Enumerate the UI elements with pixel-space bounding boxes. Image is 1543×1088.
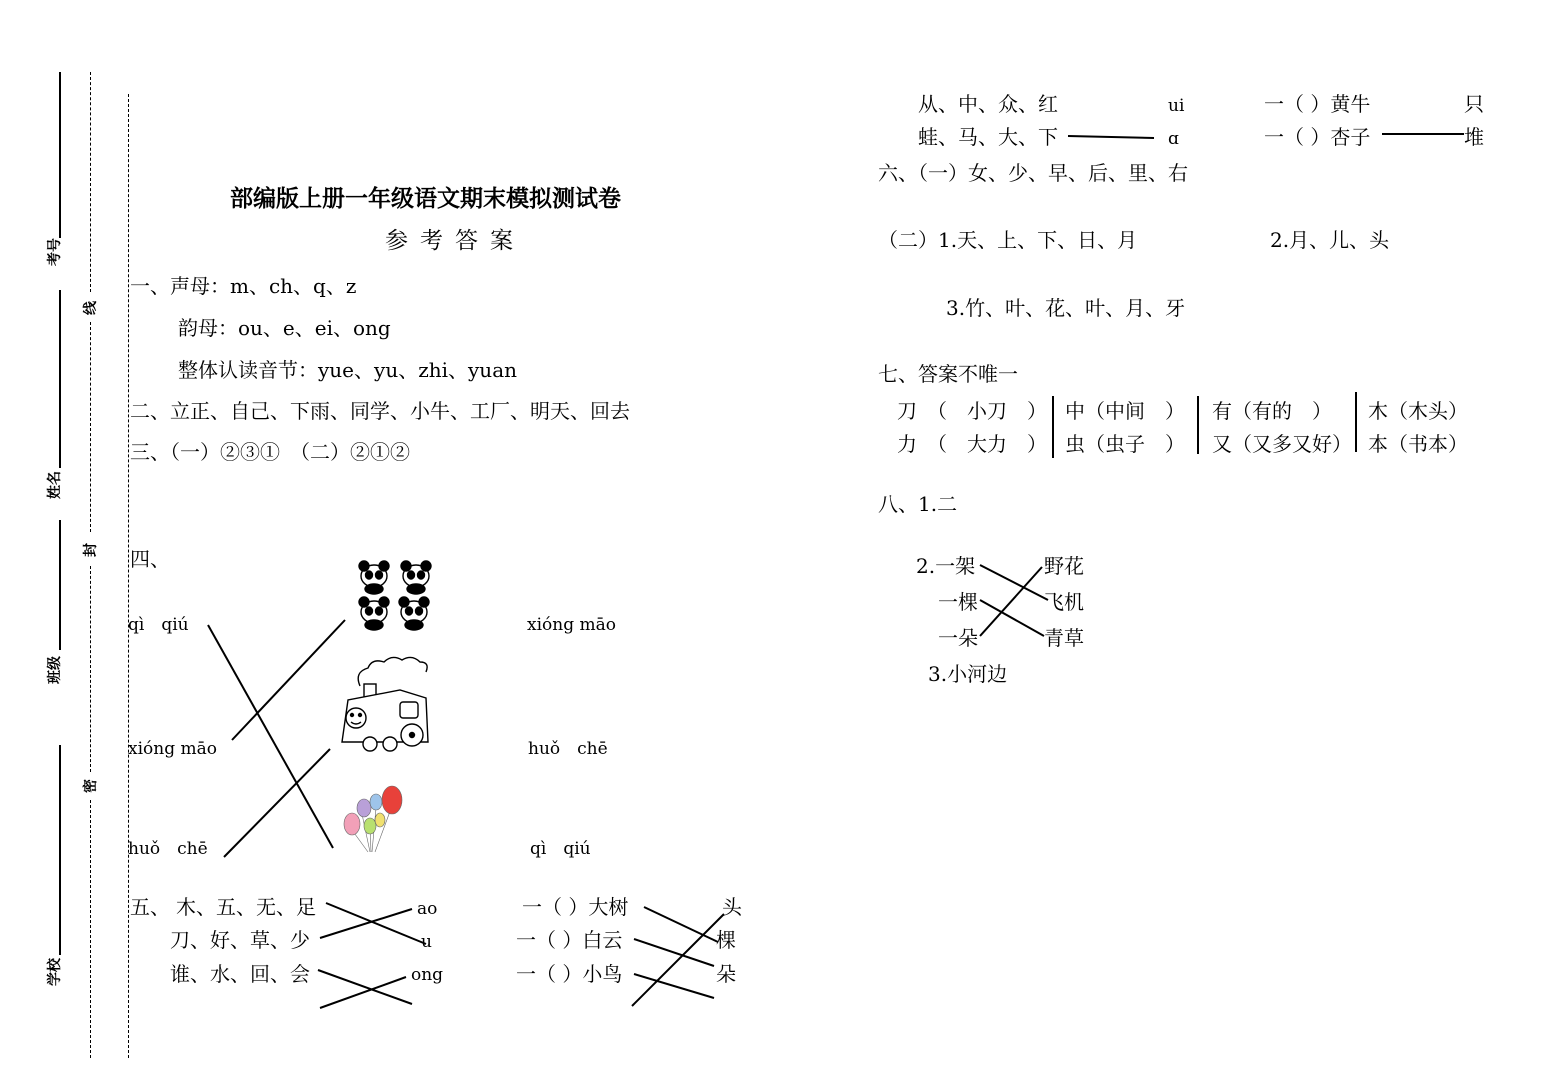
train-wheel-1: [363, 737, 377, 751]
line-mark: 线: [83, 301, 99, 315]
secret-mark: 密: [83, 779, 99, 793]
panda-1: [359, 561, 389, 594]
s5-line-4: [320, 977, 406, 1008]
s8-line-3: [980, 567, 1042, 636]
s5-unit-5: 堆: [1464, 125, 1484, 149]
s2-answer: 二、立正、自己、下雨、同学、小牛、工厂、明天、回去: [130, 399, 630, 423]
s6-part2a: （二）1.天、上、下、日、月: [878, 228, 1138, 252]
s5-line-9: [1068, 136, 1154, 138]
s4-left-1: qì qiú: [128, 615, 189, 635]
school-label: 学校: [47, 958, 63, 986]
panda-3: [359, 597, 389, 630]
s5-label: 五、: [130, 895, 170, 919]
train-face: [346, 708, 366, 728]
s4-line-xiongmao: [232, 620, 345, 740]
s5-measure-1: 一（ ）大树: [522, 895, 629, 919]
s7-row1-c1: 刀 （ 小刀 ）: [897, 399, 1047, 423]
s6-part2b: 2.月、儿、头: [1270, 228, 1390, 252]
s5-unit-3: 朵: [716, 962, 736, 986]
s5-line-5: [644, 907, 718, 942]
s7-row2-c1: 力 （ 大力 ）: [897, 432, 1047, 456]
s4-right-2: huǒ chē: [528, 739, 608, 759]
train-smoke: [358, 657, 427, 686]
page-subtitle: 参考答案: [385, 228, 525, 254]
s8-item3: 3.小河边: [928, 662, 1008, 686]
s5-final-4: ui: [1168, 96, 1185, 116]
s6-part1: 六、（一）女、少、早、后、里、右: [878, 161, 1188, 185]
s7-row2-c3: 又（又多又好）: [1212, 432, 1352, 456]
s5-measure-5: 一（ ）杏子: [1264, 125, 1371, 149]
s5-final-3: ong: [411, 965, 444, 985]
s4-label: 四、: [130, 547, 170, 571]
s6-part2c: 3.竹、叶、花、叶、月、牙: [946, 296, 1186, 320]
s3-answer: 三、（一）②③① （二）②①②: [130, 440, 410, 464]
s5-final-5: ɑ: [1168, 129, 1179, 149]
s5-final-2: u: [421, 932, 432, 952]
train-wheel-2: [383, 737, 397, 751]
s5-unit-1: 头: [722, 895, 742, 919]
s8-match-lines: [980, 565, 1048, 636]
class-label: 班级: [47, 656, 63, 684]
page-title: 部编版上册一年级语文期末模拟测试卷: [230, 186, 621, 212]
s5-line-3: [318, 970, 412, 1004]
s5-unit-4: 只: [1464, 92, 1484, 116]
s8-right-1: 野花: [1044, 554, 1084, 578]
s7-row2-c2: 虫（虫子 ）: [1065, 432, 1185, 456]
s8-right-2: 飞机: [1044, 590, 1084, 614]
s5-measure-2: 一（ ）白云: [516, 928, 623, 952]
s5-final-1: ao: [417, 899, 438, 919]
s4-right-1: xióng māo: [527, 615, 616, 635]
s1-yunmu: 韵母：ou、e、ei、ong: [178, 316, 391, 340]
s8-item1: 八、1.二: [878, 492, 958, 516]
s4-match-lines: [208, 620, 345, 857]
train-picture: [342, 657, 428, 751]
s7-row1-c4: 木（木头）: [1368, 399, 1468, 423]
s4-line-huoche: [224, 749, 330, 857]
s5-measure-4: 一（ ）黄牛: [1264, 92, 1371, 116]
balloon-yellow: [375, 813, 385, 827]
s7-row1-c2: 中（中间 ）: [1065, 399, 1185, 423]
panda-4: [399, 597, 429, 630]
exam-no-label: 考号: [47, 238, 63, 266]
train-window: [400, 702, 418, 718]
s4-right-3: qì qiú: [530, 839, 591, 859]
balloon-pink: [344, 813, 360, 835]
s4-left-2: xióng māo: [128, 739, 217, 759]
seal-mark: 封: [83, 543, 99, 557]
s7-label: 七、答案不唯一: [878, 362, 1018, 386]
s5-measure-3: 一（ ）小鸟: [516, 962, 623, 986]
s5-line-7: [634, 974, 714, 998]
s5-line-8: [632, 914, 724, 1006]
s5-group-1: 木、五、无、足: [176, 895, 316, 919]
name-label: 姓名: [47, 471, 63, 499]
balloon-green: [364, 818, 376, 834]
s5-line-6: [634, 939, 714, 966]
s7-row1-c3: 有（有的 ）: [1212, 399, 1332, 423]
s8-left-3: 一朵: [938, 626, 978, 650]
s8-right-3: 青草: [1044, 626, 1084, 650]
panda-picture: [359, 561, 431, 630]
s8-line-2: [980, 600, 1044, 636]
balloons-picture: [344, 786, 402, 852]
s4-line-qiqiu: [208, 625, 333, 848]
s5-unit-2: 棵: [716, 928, 736, 952]
s5-group-4: 从、中、众、红: [918, 92, 1058, 116]
s5-group-3: 谁、水、回、会: [170, 962, 310, 986]
s1-shengmu: 一、声母：m、ch、q、z: [130, 274, 357, 298]
s7-row2-c4: 本（书本）: [1368, 432, 1468, 456]
s5-match-lines: [318, 134, 1464, 1008]
s8-left-1: 2.一架: [916, 554, 976, 578]
balloon-red: [382, 786, 402, 814]
s4-left-3: huǒ chē: [128, 839, 208, 859]
s8-left-2: 一棵: [938, 590, 978, 614]
panda-2: [401, 561, 431, 594]
balloon-blue: [370, 794, 382, 810]
s5-group-5: 蛙、马、大、下: [918, 125, 1058, 149]
balloon-purple: [357, 799, 371, 817]
s1-zhengti: 整体认读音节：yue、yu、zhi、yuan: [178, 358, 517, 382]
s5-group-2: 刀、好、草、少: [170, 928, 310, 952]
